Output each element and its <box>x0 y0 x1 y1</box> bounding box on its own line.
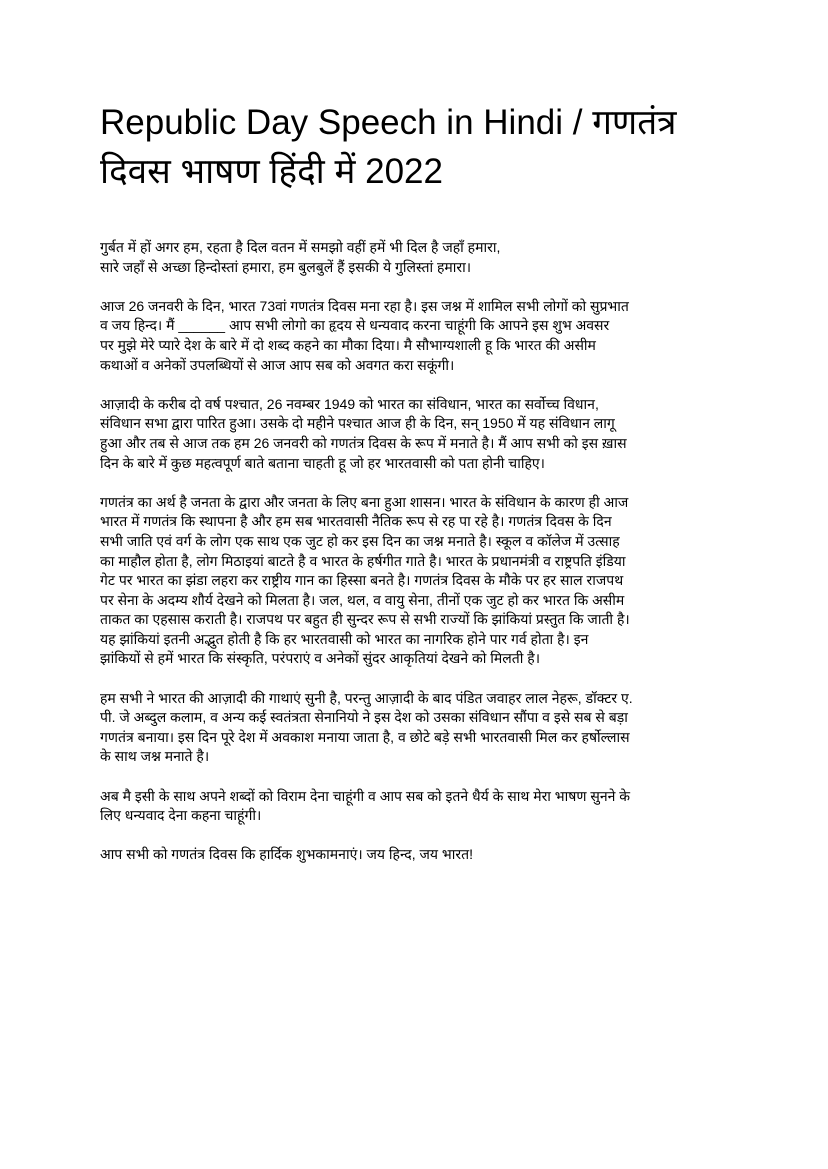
paragraph-line: पी. जे अब्दुल कलाम, व अन्य कई स्वतंत्रता सेनानियो ने इस देश को उसका संविधान सौंपा व इसे सब से बड़ा <box>100 709 628 726</box>
paragraph-line: गणतंत्र का अर्थ है जनता के द्वारा और जनता के लिए बना हुआ शासन। भारत के संविधान के कारण ही आज <box>100 493 629 510</box>
paragraph-line: पर मुझे मेरे प्यारे देश के बारे में दो शब्द कहने का मौका दिया। मै सौभाग्यशाली हू कि भारत की असीम <box>100 336 596 353</box>
paragraph <box>100 493 800 669</box>
paragraph-line: पर सेना के अदम्य शौर्य देखने को मिलता है। जल, थल, व वायु सेना, तीनों एक जुट हो कर भारत कि असीम <box>100 591 625 608</box>
paragraph <box>100 689 800 767</box>
paragraph-line: यह झांकियां इतनी अद्भुत होती है कि हर भारतवासी को भारत का नागरिक होने पार गर्व होता है। इन <box>100 630 589 647</box>
paragraph-line: हुआ और तब से आज तक हम 26 जनवरी को गणतंत्र दिवस के रूप में मनाते है। मैं आप सभी को इस ख़ास <box>100 434 627 451</box>
paragraph-line: दिन के बारे में कुछ महत्वपूर्ण बाते बताना चाहती हू जो हर भारतवासी को पता होनी चाहिए। <box>100 454 545 471</box>
paragraph-line: आज 26 जनवरी के दिन, भारत 73वां गणतंत्र दिवस मना रहा है। इस जश्न में शामिल सभी लोगों को सुप्रभात <box>100 297 629 314</box>
paragraph-line: व जय हिन्द। मैं ______ आप सभी लोगो का हृदय से धन्यवाद करना चाहूंगी कि आपने इस शुभ अवसर <box>100 317 610 334</box>
paragraph <box>100 845 800 865</box>
paragraph-line: भारत में गणतंत्र कि स्थापना है और हम सब भारतवासी नैतिक रूप से रह पा रहे है। गणतंत्र दिवस के दिन <box>100 513 612 530</box>
paragraph <box>100 238 800 277</box>
paragraph-line: ताकत का एहसास कराती है। राजपथ पर बहुत ही सुन्दर रूप से सभी राज्यों कि झांकियां प्रस्तुत कि जाती है। <box>100 611 630 628</box>
paragraph-line: आप सभी को गणतंत्र दिवस कि हार्दिक शुभकामनाएं। जय हिन्द, जय भारत! <box>100 846 473 863</box>
speech-body <box>100 238 800 885</box>
paragraph <box>100 395 800 473</box>
paragraph-line: गणतंत्र बनाया। इस दिन पूरे देश में अवकाश मनाया जाता है, व छोटे बड़े सभी भारतवासी मिल कर हर्षोल्लास <box>100 728 630 745</box>
paragraph-line: हम सभी ने भारत की आज़ादी की गाथाएं सुनी है, परन्तु आज़ादी के बाद पंडित जवाहर लाल नेहरू, डॉक्टर ए. <box>100 689 633 706</box>
paragraph-line: सभी जाति एवं वर्ग के लोग एक साथ एक जुट हो कर इस दिन का जश्न मनाते है। स्कूल व कॉलेज में उत्साह <box>100 532 620 549</box>
document-title <box>100 98 760 196</box>
title-line: Republic Day Speech in Hindi / गणतंत्र <box>100 103 677 142</box>
paragraph-line: का माहौल होता है, लोग मिठाइयां बाटते है व भारत के हर्षगीत गाते है। भारत के प्रधानमंत्री व राष्ट्रपति इंडिया <box>100 552 626 569</box>
paragraph-line: आज़ादी के करीब दो वर्ष पश्चात, 26 नवम्बर 1949 को भारत का संविधान, भारत का सर्वोच्च विधान, <box>100 395 599 412</box>
paragraph <box>100 297 800 375</box>
paragraph <box>100 787 800 826</box>
paragraph-line: झांकियों से हमें भारत कि संस्कृति, परंपराएं व अनेकों सुंदर आकृतियां देखने को मिलती है। <box>100 650 541 667</box>
title-line: दिवस भाषण हिंदी में 2022 <box>100 152 443 191</box>
paragraph-line: गुर्बत में हों अगर हम, रहता है दिल वतन में समझो वहीं हमें भी दिल है जहाँ हमारा, <box>100 239 501 255</box>
paragraph-line: लिए धन्यवाद देना कहना चाहूंगी। <box>100 807 262 824</box>
paragraph-line: के साथ जश्न मनाते है। <box>100 748 210 765</box>
paragraph-line: गेट पर भारत का झंडा लहरा कर राष्ट्रीय गान का हिस्सा बनते है। गणतंत्र दिवस के मौके पर हर साल राजपथ <box>100 572 624 589</box>
paragraph-line: अब मै इसी के साथ अपने शब्दों को विराम देना चाहूंगी व आप सब को इतने धैर्य के साथ मेरा भाषण सुनने के <box>100 787 631 804</box>
paragraph-line: कथाओं व अनेकों उपलब्धियों से आज आप सब को अवगत करा सकूंगी। <box>100 356 455 373</box>
paragraph-line: संविधान सभा द्वारा पारित हुआ। उसके दो महीने पश्चात आज ही के दिन, सन् 1950 में यह संविधान लागू <box>100 415 615 432</box>
paragraph-line: सारे जहाँ से अच्छा हिन्दोस्तां हमारा, हम बुलबुलें हैं इसकी ये गुलिस्तां हमारा। <box>100 258 472 275</box>
